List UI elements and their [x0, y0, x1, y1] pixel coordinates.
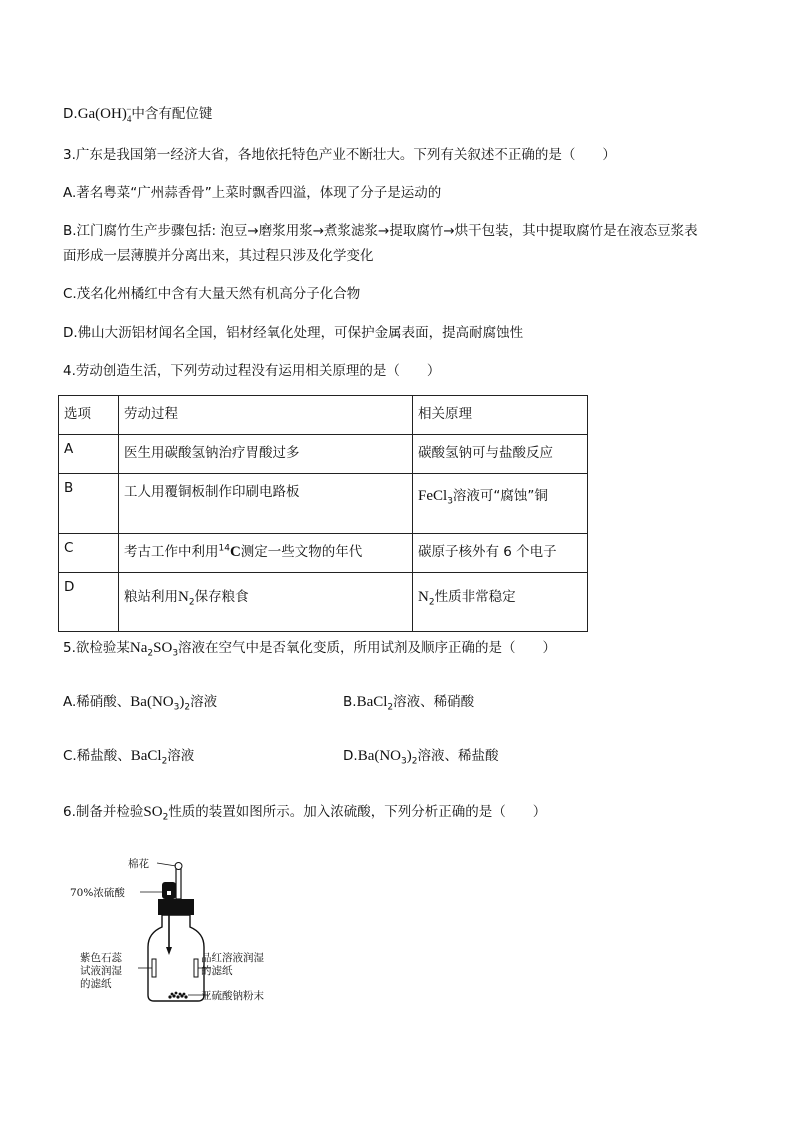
q5-option-d: $D.Ba(NO_3)_2$溶液、稀盐酸 — [343, 748, 499, 767]
option-letter: D. — [63, 106, 78, 122]
table-cell-option: C — [59, 534, 119, 573]
table-row — [59, 573, 588, 632]
table-cell-principle: $N_2$性质非常稳定 — [413, 573, 588, 632]
q3-option-c: C.茂名化州橘红中含有大量天然有机高分子化合物 — [63, 286, 361, 302]
q3-option-a: A.著名粤菜“广州蒜香骨”上菜时飘香四溢，体现了分子是运动的 — [63, 185, 442, 201]
q5-option-a: A.稀硝酸、$Ba(NO_3)_2$溶液 — [63, 694, 218, 713]
q5-option-b: B.BaCl$_2$溶液、稀硝酸 — [343, 694, 475, 713]
table-header-row — [59, 396, 588, 435]
q3-stem: 3.广东是我国第一经济大省，各地依托特色产业不断壮大。下列有关叙述不正确的是（ ） — [63, 147, 616, 163]
table-header: 劳动过程 — [119, 396, 413, 435]
table-cell-process: 考古工作中利用$^{14}$C测定一些文物的年代 — [119, 534, 413, 573]
table-row — [59, 474, 588, 534]
q5-option-c: C.稀盐酸、BaCl$_2$溶液 — [63, 748, 195, 767]
label-left-3: 的滤纸 — [80, 978, 112, 990]
label-right-2: 的滤纸 — [201, 965, 233, 977]
table-cell-process: 粮站利用$N_2$保存粮食 — [119, 573, 413, 632]
table-cell-process: 医生用碳酸氢钠治疗胃酸过多 — [119, 435, 413, 474]
flask-outline — [148, 915, 204, 1001]
label-right-1: 品红溶液润湿 — [201, 952, 264, 964]
sodium-sulfite-powder — [168, 992, 187, 999]
vent-tube — [176, 865, 181, 899]
table-header: 相关原理 — [413, 396, 588, 435]
table-cell-process: 工人用覆铜板制作印刷电路板 — [119, 474, 413, 534]
table-cell-principle: FeCl$_3$溶液可“腐蚀”铜 — [413, 474, 588, 534]
q3-option-d: D.佛山大沥铝材闻名全国，铝材经氧化处理，可保护金属表面，提高耐腐蚀性 — [63, 325, 524, 341]
table-cell-principle: 碳酸氢钠可与盐酸反应 — [413, 435, 588, 474]
label-left-1: 紫色石蕊 — [80, 952, 122, 964]
stopper — [158, 899, 194, 915]
formula: $Ga(OH)_4^-$ — [77, 104, 132, 124]
label-cotton: 棉花 — [128, 858, 149, 870]
magenta-paper — [194, 959, 198, 977]
label-powder: 亚硫酸钠粉末 — [201, 990, 264, 1002]
q4-table — [58, 395, 588, 632]
q4-stem: 4.劳动创造生活，下列劳动过程没有运用相关原理的是（ ） — [63, 363, 441, 379]
table-row — [59, 534, 588, 573]
litmus-paper — [152, 959, 156, 977]
label-acid: 70%浓硫酸 — [70, 887, 125, 899]
table-header: 选项 — [59, 396, 119, 435]
label-left-2: 试液润湿 — [80, 965, 122, 977]
q3-option-b-line1: B.江门腐竹生产步骤包括: 泡豆→磨浆用浆→煮浆滤浆→提取腐竹→烘干包装，其中提取腐竹是在液态豆浆表 — [63, 223, 698, 239]
q5-stem: 5.欲检验某$Na_2SO_3$溶液在空气中是否氧化变质，所用试剂及顺序正确的是（ ） — [63, 640, 557, 659]
table-cell-option: A — [59, 435, 119, 474]
q6-stem: 6.制备并检验$SO_2$性质的装置如图所示。加入浓硫酸，下列分析正确的是（ ） — [63, 804, 547, 823]
q3-option-b-line2: 面形成一层薄膜并分离出来，其过程只涉及化学变化 — [63, 248, 374, 264]
table-cell-option: B — [59, 474, 119, 534]
funnel-bulb — [162, 882, 176, 899]
table-cell-option: D — [59, 573, 119, 632]
q2-option-d: $D.Ga(OH)_4^-$中含有配位键 — [63, 104, 213, 124]
table-cell-principle: 碳原子核外有 6 个电子 — [413, 534, 588, 573]
cotton-plug — [175, 863, 182, 870]
table-row — [59, 435, 588, 474]
so2-apparatus-figure — [70, 855, 300, 1005]
